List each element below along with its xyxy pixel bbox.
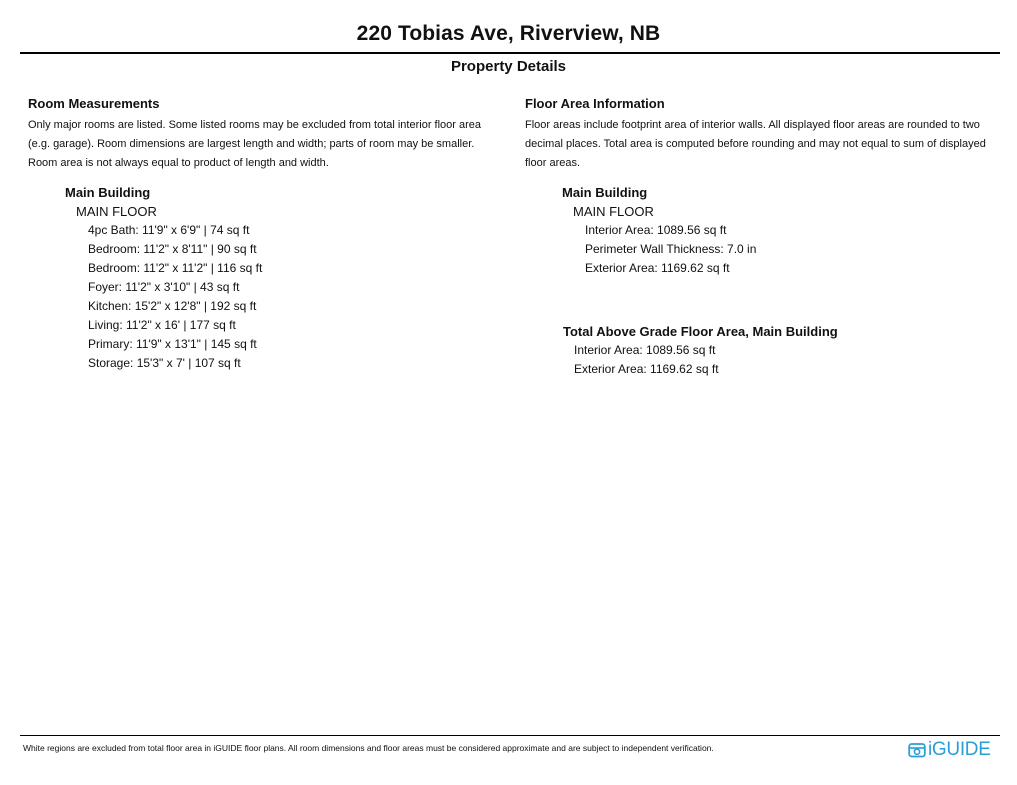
floor-title: MAIN FLOOR	[76, 204, 157, 219]
note-line: floor areas.	[525, 157, 581, 169]
brand-name: iGUIDE	[928, 739, 991, 760]
room-entry: Living: 11'2" x 16' | 177 sq ft	[88, 318, 236, 332]
room-entry: Storage: 15'3" x 7' | 107 sq ft	[88, 356, 241, 370]
note-line: Floor areas include footprint area of interior walls. All displayed floor areas are rounded to two	[525, 119, 980, 131]
floor-area-note	[525, 116, 1005, 173]
building-title: Main Building	[562, 185, 648, 200]
footer-divider	[20, 735, 1000, 736]
room-building-block	[65, 183, 503, 373]
room-entry: 4pc Bath: 11'9" x 6'9" | 74 sq ft	[88, 223, 250, 237]
camera-icon	[908, 742, 926, 758]
floor-area-heading: Floor Area Information	[525, 96, 665, 111]
total-floor-area-entry: Exterior Area: 1169.62 sq ft	[574, 362, 719, 376]
header-divider	[20, 52, 1000, 54]
note-line: decimal places. Total area is computed before rounding and may not equal to sum of displayed	[525, 138, 986, 150]
iguide-logo	[908, 738, 991, 762]
floor-title: MAIN FLOOR	[573, 204, 654, 219]
room-entry: Foyer: 11'2" x 3'10" | 43 sq ft	[88, 280, 240, 294]
room-measurements-note	[28, 116, 503, 173]
note-line: (e.g. garage). Room dimensions are largest length and width; parts of room may be smaller.	[28, 138, 475, 150]
room-entry: Primary: 11'9" x 13'1" | 145 sq ft	[88, 337, 257, 351]
page-subtitle: Property Details	[450, 58, 567, 75]
building-title: Main Building	[65, 185, 151, 200]
floor-area-entry: Interior Area: 1089.56 sq ft	[585, 223, 727, 237]
page-title: 220 Tobias Ave, Riverview, NB	[356, 22, 661, 45]
note-line: Room area is not always equal to product of length and width.	[28, 157, 329, 169]
room-entry: Bedroom: 11'2" x 11'2" | 116 sq ft	[88, 261, 263, 275]
total-floor-area-block	[563, 322, 838, 379]
floor-area-entry: Exterior Area: 1169.62 sq ft	[585, 261, 730, 275]
footer-disclaimer: White regions are excluded from total floor area in iGUIDE floor plans. All room dimensions and floor areas must be considered approximate and are subject to independent verification.	[23, 743, 714, 753]
room-entry: Kitchen: 15'2" x 12'8" | 192 sq ft	[88, 299, 257, 313]
total-floor-area-entry: Interior Area: 1089.56 sq ft	[574, 343, 716, 357]
total-floor-area-heading: Total Above Grade Floor Area, Main Building	[563, 324, 838, 339]
room-measurements-heading: Room Measurements	[28, 96, 160, 111]
room-entry: Bedroom: 11'2" x 8'11" | 90 sq ft	[88, 242, 257, 256]
floor-area-entry: Perimeter Wall Thickness: 7.0 in	[585, 242, 757, 256]
floor-area-building-block	[562, 183, 1005, 278]
floor-area-section	[525, 96, 1005, 278]
note-line: Only major rooms are listed. Some listed rooms may be excluded from total interior floor area	[28, 119, 482, 131]
room-measurements-section	[28, 96, 503, 373]
